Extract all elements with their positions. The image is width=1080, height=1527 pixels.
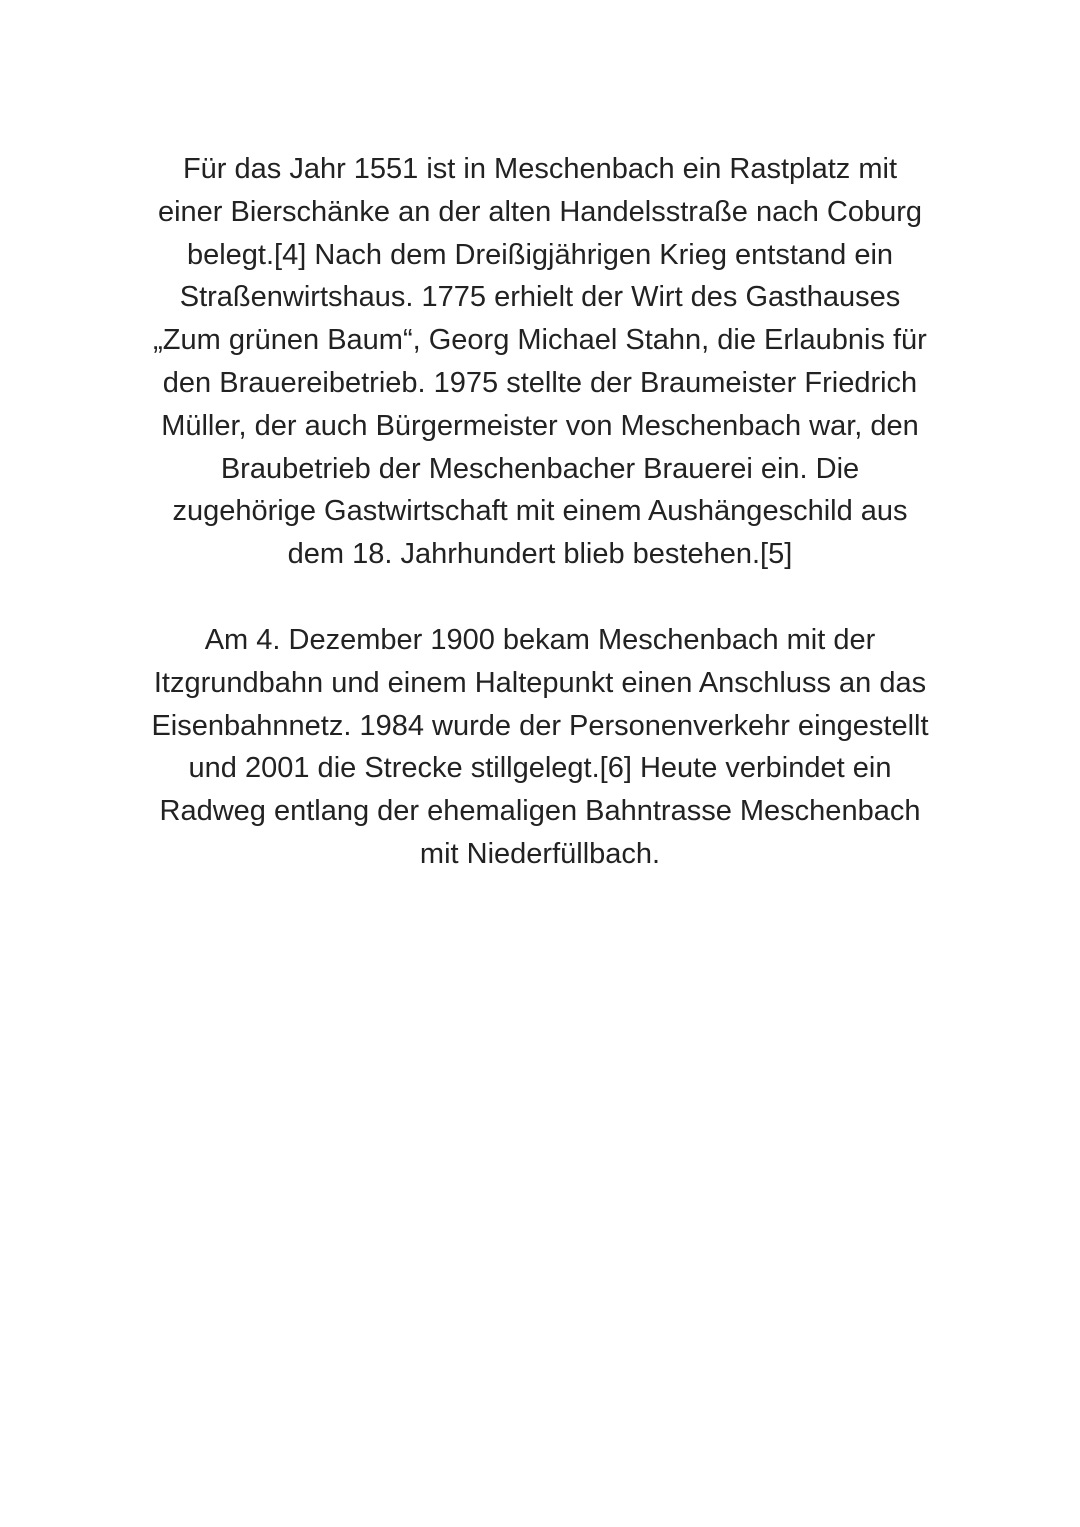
paragraph-railway-history: Am 4. Dezember 1900 bekam Meschenbach mit der Itzgrundbahn und einem Haltepunkt einen Anschluss an das Eisenbahnnetz. 1984 wurde der Personenverkehr eingestellt und 2001 die Strecke stillgelegt.[6] Heute verbindet ein Radweg entlang der ehemaligen Bahntrasse Meschenbach mit Niederfüllbach. [151, 623, 929, 870]
document-body [150, 148, 930, 876]
paragraph-brewery-history: Für das Jahr 1551 ist in Meschenbach ein Rastplatz mit einer Bierschänke an der alten Handelsstraße nach Coburg belegt.[4] Nach dem Dreißigjährigen Krieg entstand ein Straßenwirtshaus. 1775 erhielt der Wirt des Gasthauses „Zum grünen Baum“, Georg Michael Stahn, die Erlaubnis für den Brauereibetrieb. 1975 stellte der Braumeister Friedrich Müller, der auch Bürgermeister von Meschenbach war, den Braubetrieb der Meschenbacher Brauerei ein. Die zugehörige Gastwirtschaft mit einem Aushängeschild aus dem 18. Jahrhundert blieb bestehen.[5] [153, 153, 927, 571]
